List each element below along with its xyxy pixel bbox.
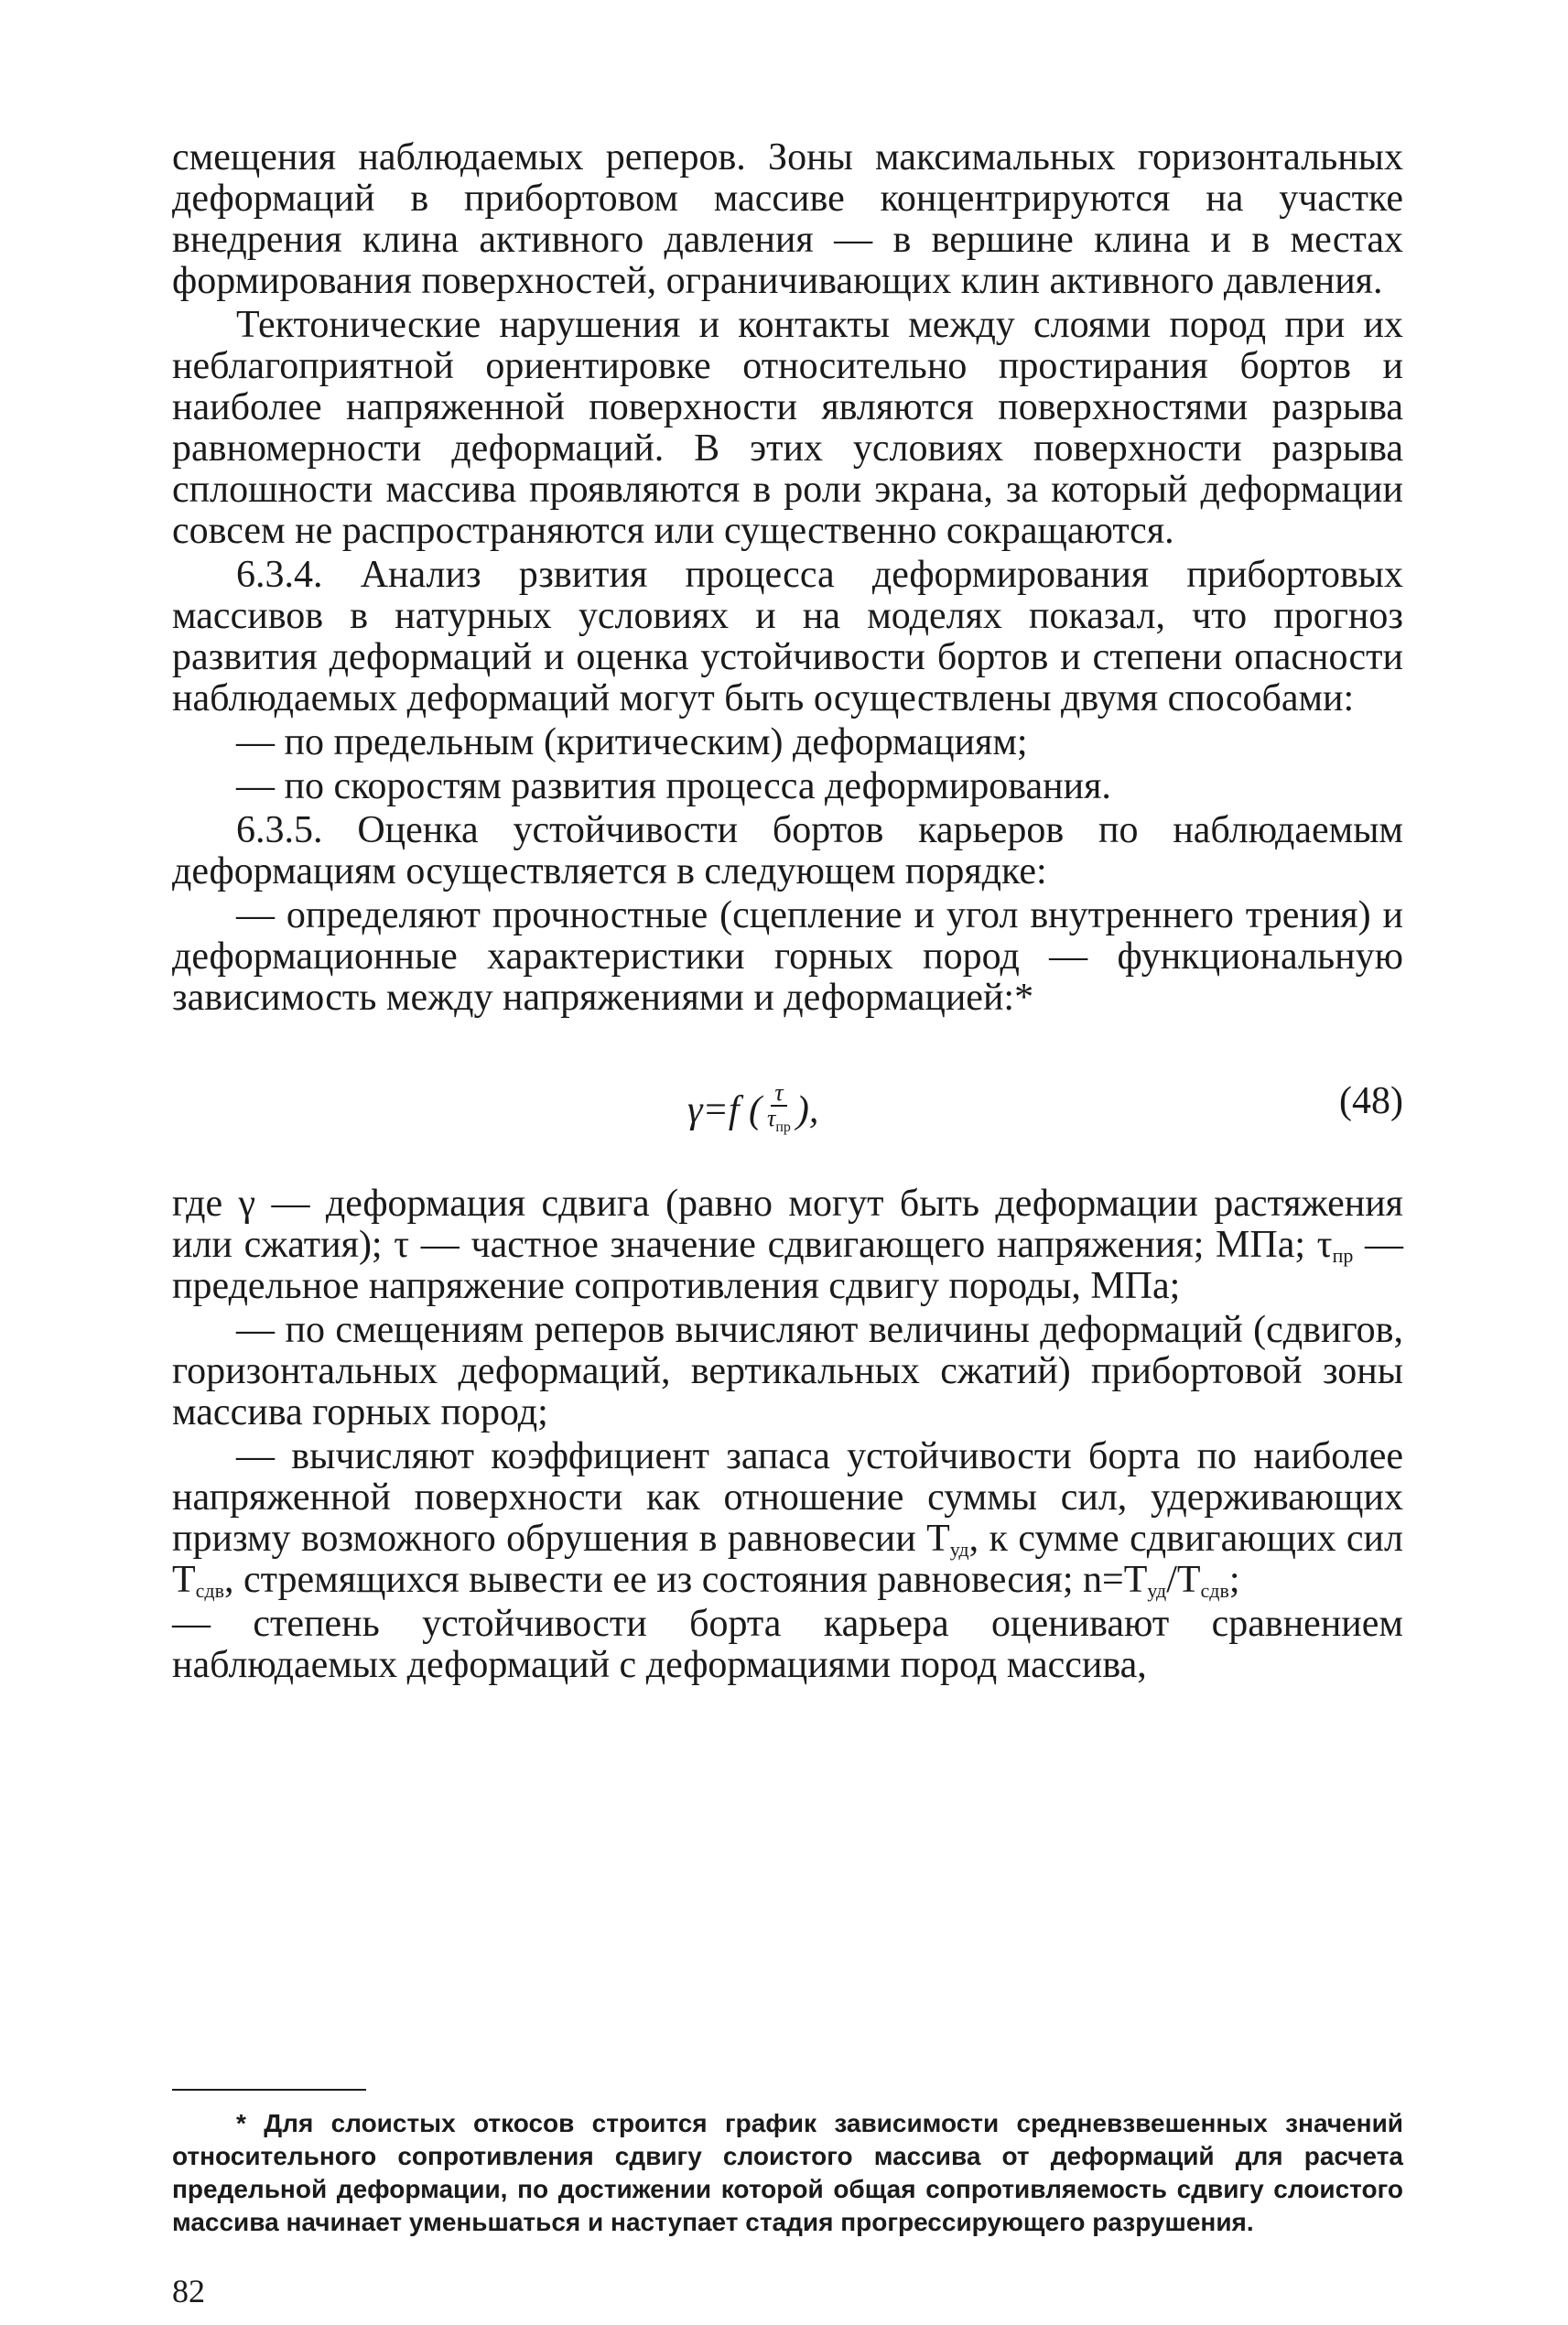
footnote-divider: [172, 2089, 366, 2091]
paragraph-1: смещения наблюдаемых реперов. Зоны максимальных горизонтальных деформаций в прибортовом массиве концентрируются на участке внедрения клина активного давления — в вершине клина и в местах формирования поверхностей, ограничивающих клин активного давления.: [172, 136, 1403, 302]
formula-numerator: τ: [771, 1081, 786, 1107]
equation-number: (48): [1339, 1080, 1403, 1122]
formula-lhs: γ=f (: [687, 1088, 762, 1131]
page-number: 82: [172, 2273, 205, 2309]
paragraph-4: 6.3.5. Оценка устойчивости бортов карьеров по наблюдаемым деформациям осуществляется в следующем порядке:: [172, 809, 1403, 892]
paragraph-3: 6.3.4. Анализ рзвития процесса деформирования прибортовых массивов в натурных условиях и на моделях показал, что прогноз развития деформаций и оценка устойчивости бортов и степени опасности наблюдаемых деформаций могут быть осуществлены двумя способами:: [172, 554, 1403, 719]
list-item-4: — по смещениям реперов вычисляют величины деформаций (сдвигов, горизонтальных деформаций, вертикальных сжатий) прибортовой зоны массива горных пород;: [172, 1309, 1403, 1433]
list-item-6: — степень устойчивости борта карьера оценивают сравнением наблюдаемых деформаций с деформациями пород массива,: [172, 1603, 1403, 1686]
formula-expression: [687, 1081, 818, 1140]
footnote: * Для слоистых откосов строится график зависимости средневзвешенных значений относительного сопротивления сдвигу слоистого массива от деформаций для расчета предельной деформации, по достижении которой общая сопротивляемость сдвигу слоистого массива начинает уменьшаться и наступает стадия прогрессирующего разрушения.: [172, 2109, 1403, 2236]
formula-rhs: ),: [795, 1088, 819, 1131]
formula-den-sub: пр: [775, 1119, 791, 1136]
list-item-3: — определяют прочностные (сцепление и угол внутреннего трения) и деформационные характеристики горных пород — функциональную зависимость между напряжениями и деформацией:*: [172, 894, 1403, 1019]
formula-denominator: $\tau_{пр}$: [767, 1105, 791, 1136]
list-item-5: — вычисляют коэффициент запаса устойчивости борта по наиболее напряженной поверхности как отношение суммы сил, удерживающих призму возможного обрушения в равновесии $Т_{уд}$, к сумме сдвигающих сил $Т_{сдв}$, стремящихся вывести ее из состояния равновесия; $n=Т_{уд}/Т_{сдв}$;: [172, 1435, 1403, 1602]
list-item-2: — по скоростям развития процесса деформирования.: [236, 765, 1111, 807]
list-item-1: — по предельным (критическим) деформациям;: [236, 721, 1028, 763]
paragraph-2: Тектонические нарушения и контакты между слоями пород при их неблагоприятной ориентировке относительно простирания бортов и наиболее напряженной поверхности являются поверхностями разрыва равномерности деформаций. В этих условиях поверхности разрыва сплошности массива проявляются в роли экрана, за который деформации совсем не распространяются или существенно сокращаются.: [172, 304, 1403, 552]
formula-48: [172, 1044, 1403, 1163]
formula-fraction: [763, 1081, 795, 1140]
page-body: [172, 137, 1403, 1689]
paragraph-where: где γ — деформация сдвига (равно могут быть деформации растяжения или сжатия); τ — частное значение сдвигающего напряжения; МПа; $\tau_{пр}$ — предельное напряжение сопротивления сдвигу породы, МПа;: [172, 1183, 1404, 1307]
